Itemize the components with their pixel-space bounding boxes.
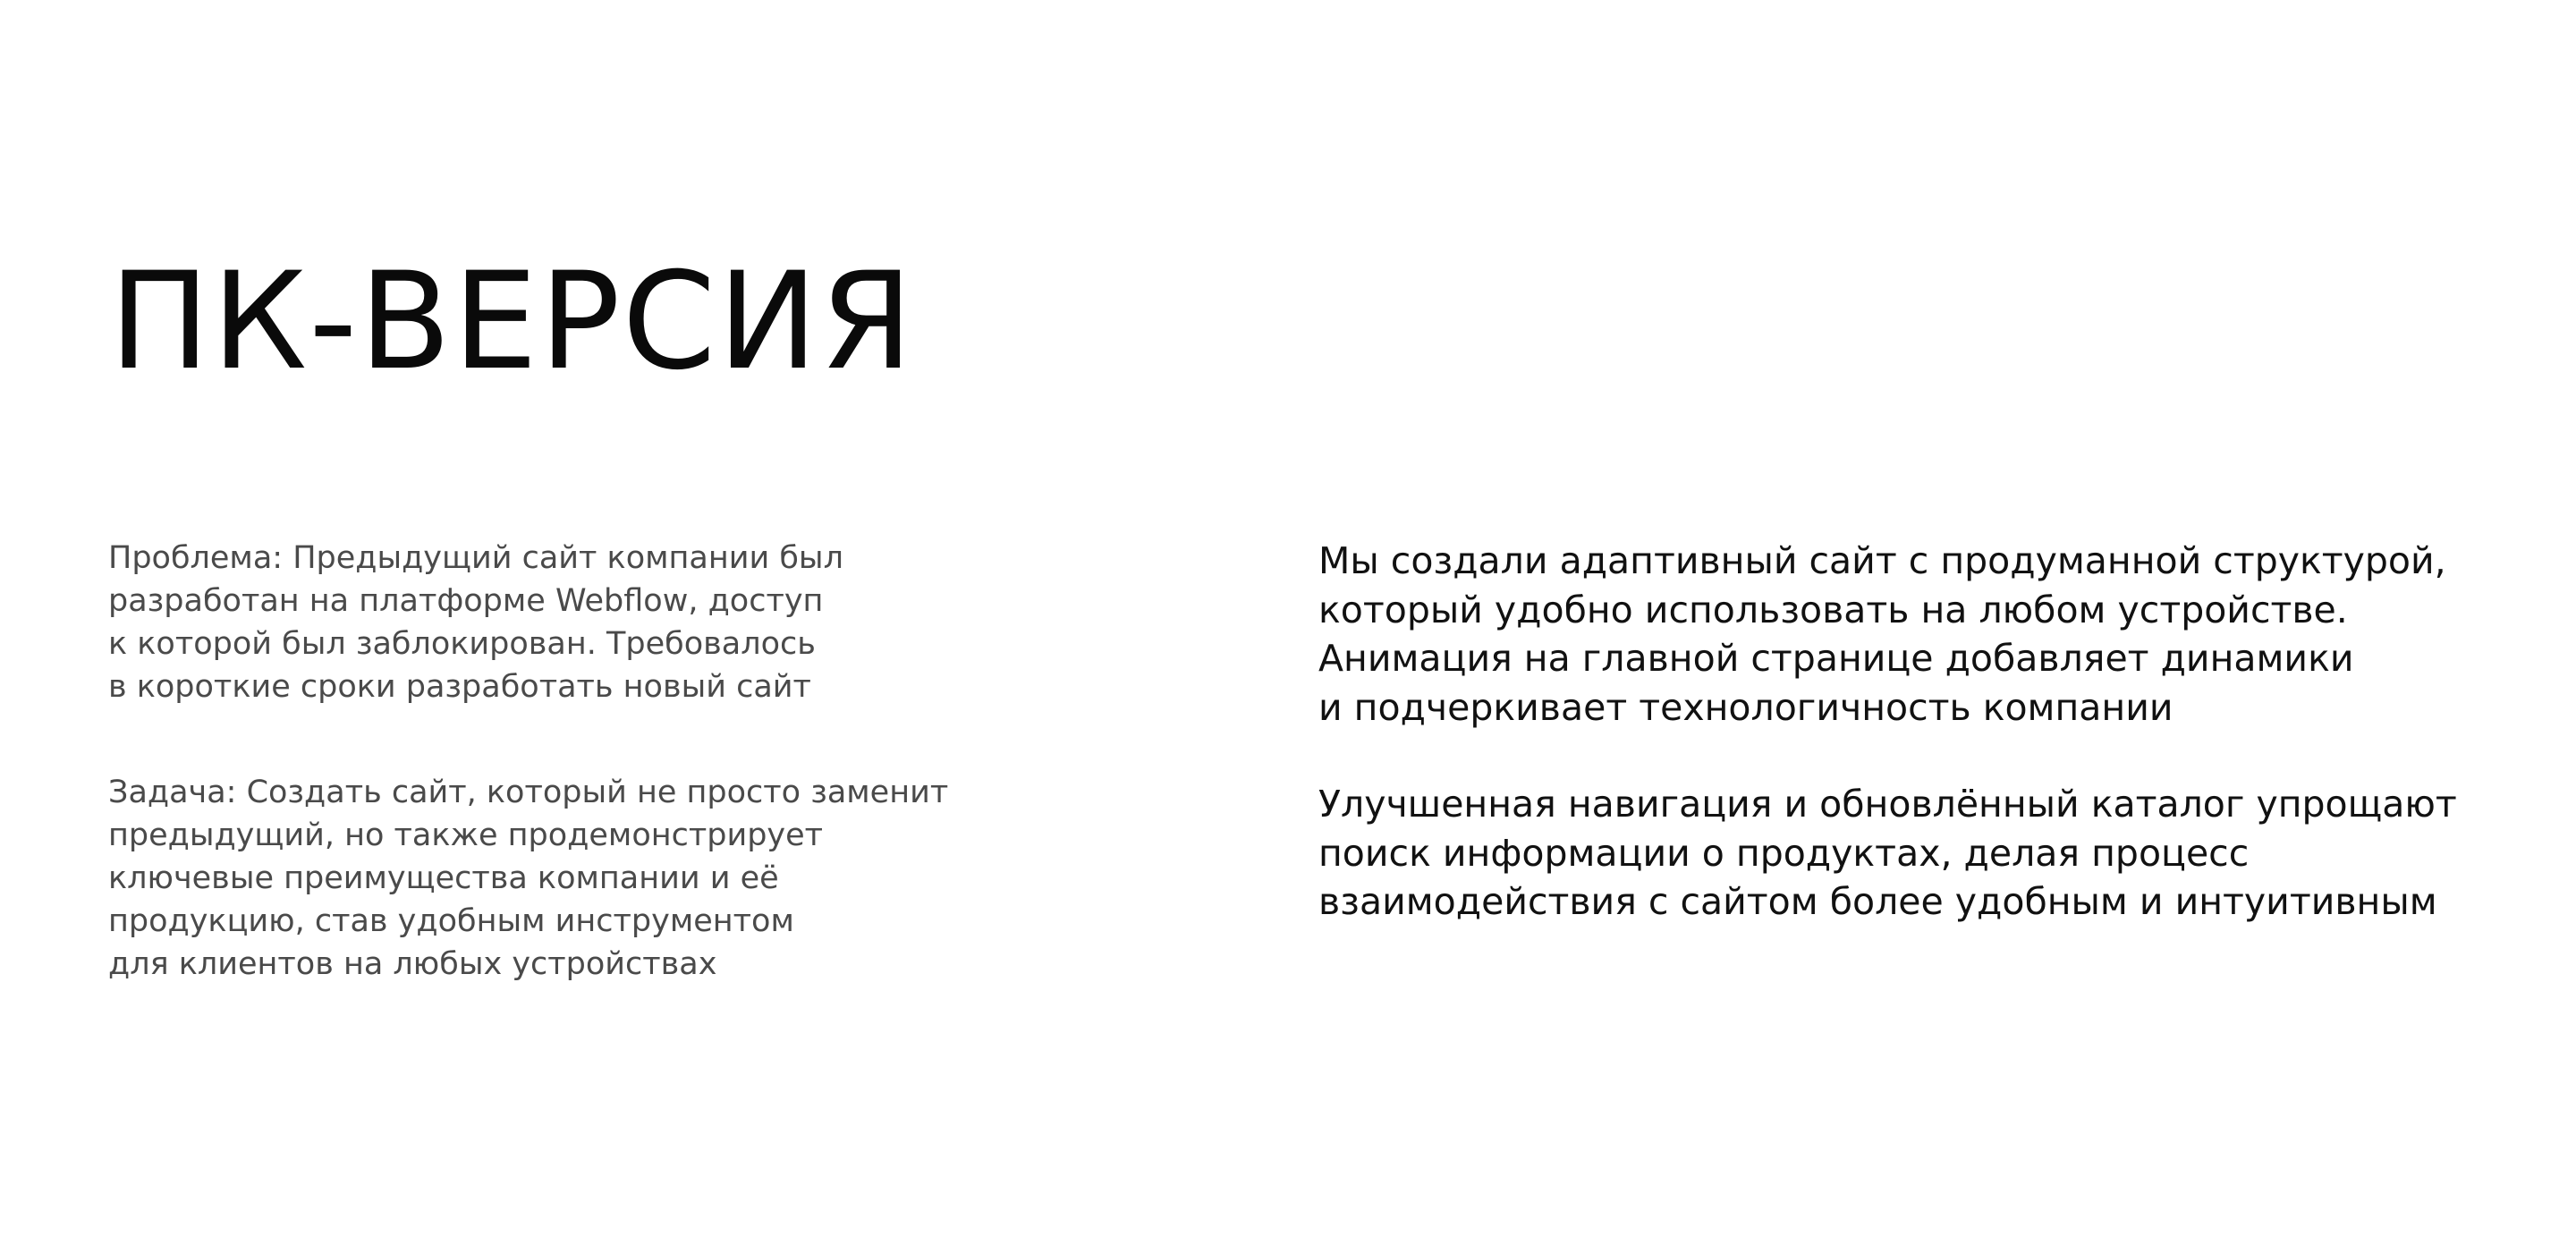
problem-paragraph bbox=[108, 537, 1021, 708]
solution-line: который удобно использовать на любом устройстве. bbox=[1318, 588, 2348, 631]
task-paragraph bbox=[108, 771, 1021, 986]
solution-line: и подчеркивает технологичность компании bbox=[1318, 685, 2174, 729]
navigation-line: взаимодействия с сайтом более удобным и интуитивным bbox=[1318, 880, 2437, 923]
left-column bbox=[108, 537, 1021, 986]
solution-paragraph bbox=[1318, 537, 2553, 732]
task-line: для клиентов на любых устройствах bbox=[108, 946, 717, 982]
solution-line: Мы создали адаптивный сайт с продуманной структурой, bbox=[1318, 539, 2446, 582]
problem-line: в короткие сроки разработать новый сайт bbox=[108, 669, 811, 705]
page-title: ПК-ВЕРСИЯ bbox=[109, 244, 915, 400]
task-line: продукцию, став удобным инструментом bbox=[108, 903, 794, 939]
problem-line: разработан на платформе Webflow, доступ bbox=[108, 583, 824, 619]
task-line: предыдущий, но также продемонстрирует bbox=[108, 817, 824, 853]
problem-line: Проблема: Предыдущий сайт компании был bbox=[108, 540, 843, 576]
problem-line: к которой был заблокирован. Требовалось bbox=[108, 626, 816, 662]
task-line: Задача: Создать сайт, который не просто заменит bbox=[108, 775, 949, 810]
navigation-paragraph bbox=[1318, 780, 2553, 927]
navigation-line: поиск информации о продуктах, делая процесс bbox=[1318, 831, 2250, 875]
navigation-line: Улучшенная навигация и обновлённый каталог упрощают bbox=[1318, 783, 2457, 826]
task-line: ключевые преимущества компании и её bbox=[108, 860, 779, 896]
solution-line: Анимация на главной странице добавляет динамики bbox=[1318, 637, 2354, 680]
right-column bbox=[1318, 537, 2553, 927]
